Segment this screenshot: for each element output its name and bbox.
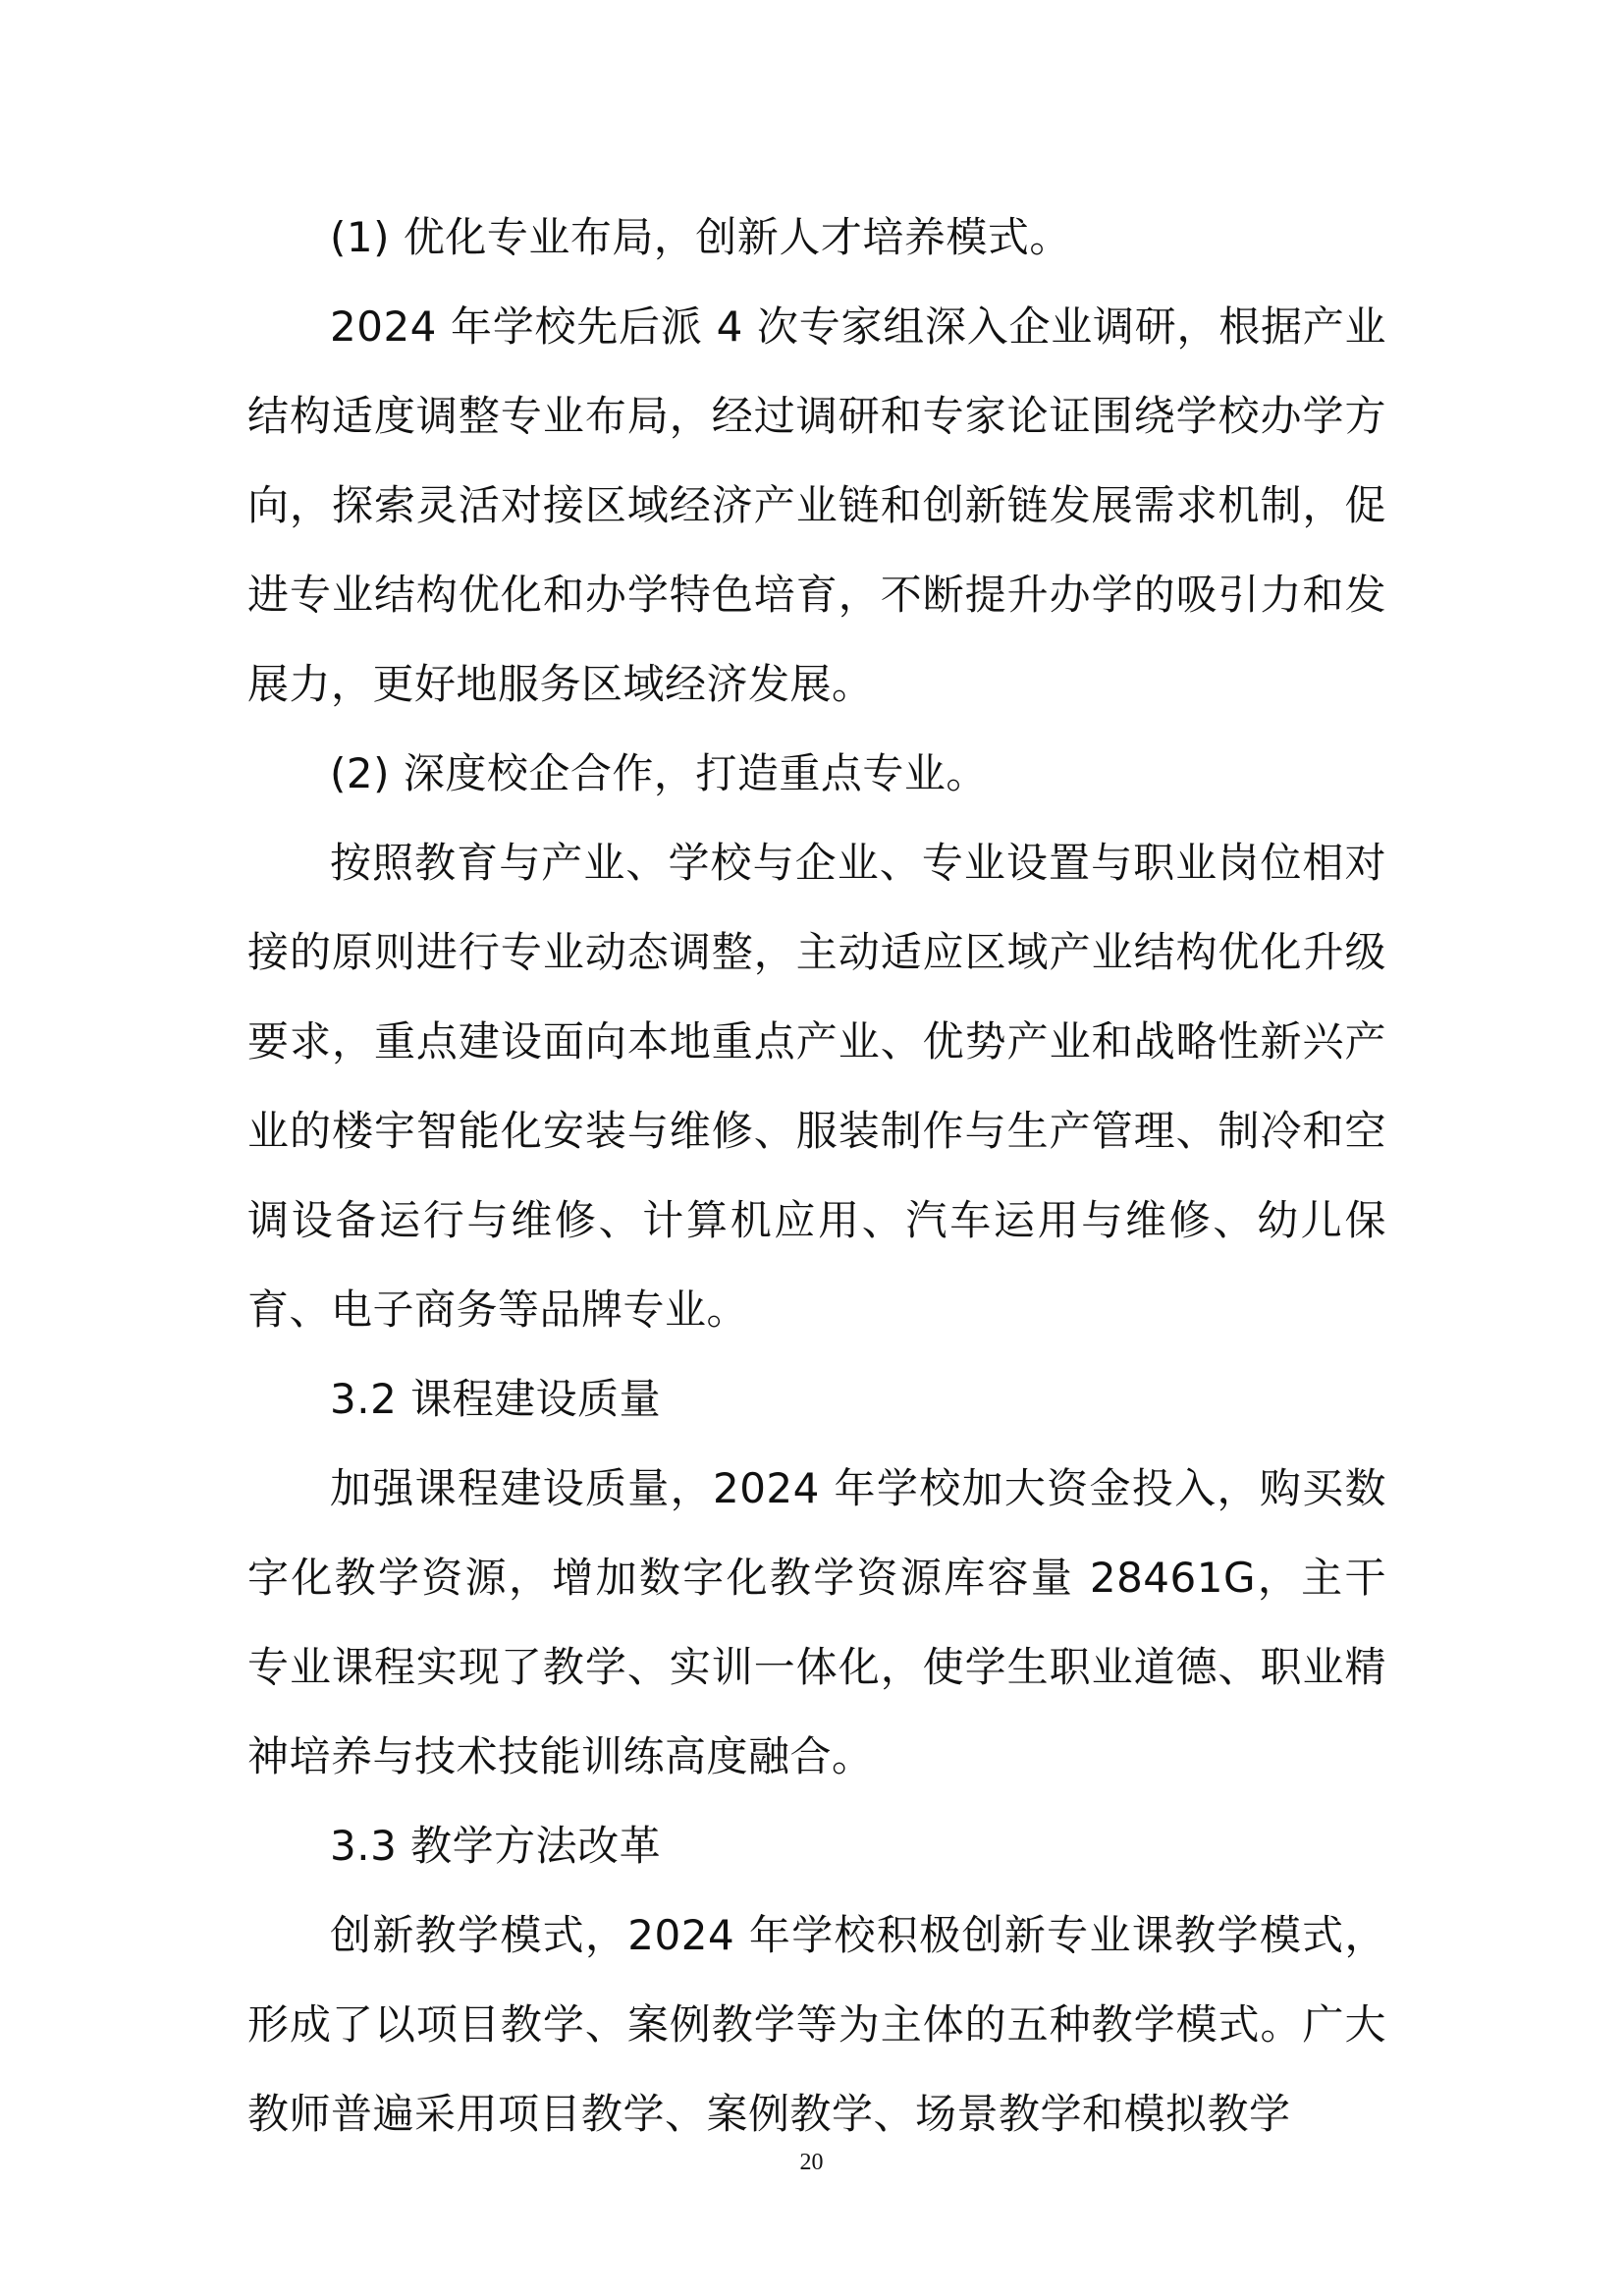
- paragraph-teaching-reform: 创新教学模式，2024 年学校积极创新专业课教学模式，形成了以项目教学、案例教学等为主体的五种教学模式。广大教师普遍采用项目教学、案例教学、场景教学和模拟教学: [247, 1911, 1386, 2138]
- page-number: 20: [799, 2150, 824, 2175]
- subheading-school-enterprise: (2) 深度校企合作，打造重点专业。: [330, 749, 988, 797]
- paragraph-course-quality: 加强课程建设质量，2024 年学校加大资金投入，购买数字化教学资源，增加数字化教学资源库容量 28461G，主干专业课程实现了教学、实训一体化，使学生职业道德、职业精神培养与技术技能训练高度融合。: [247, 1464, 1386, 1780]
- paragraph-survey: 2024 年学校先后派 4 次专家组深入企业调研，根据产业结构适度调整专业布局，经过调研和专家论证围绕学校办学方向，探索灵活对接区域经济产业链和创新链发展需求机制，促进专业结构优化和办学特色培育，不断提升办学的吸引力和发展力，更好地服务区域经济发展。: [247, 302, 1386, 708]
- subheading-optimize-layout: (1) 优化专业布局，创新人才培养模式。: [330, 213, 1071, 261]
- document-body: [247, 192, 1386, 2159]
- section-heading-teaching-reform: 3.3 教学方法改革: [330, 1822, 662, 1870]
- section-heading-course-quality: 3.2 课程建设质量: [330, 1375, 662, 1423]
- paragraph-key-majors: 按照教育与产业、学校与企业、专业设置与职业岗位相对接的原则进行专业动态调整，主动适应区域产业结构优化升级要求，重点建设面向本地重点产业、优势产业和战略性新兴产业的楼宇智能化安装与维修、服装制作与生产管理、制冷和空调设备运行与维修、计算机应用、汽车运用与维修、幼儿保育、电子商务等品牌专业。: [247, 839, 1386, 1334]
